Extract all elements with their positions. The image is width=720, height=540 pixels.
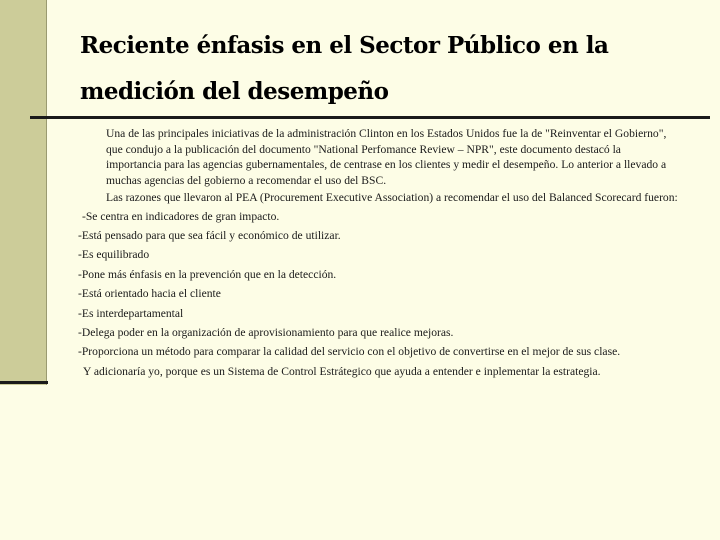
reason-item: -Es interdepartamental [78,306,184,320]
title-divider [30,116,710,119]
side-bar-underline [0,381,48,384]
reason-item: -Pone más énfasis en la prevención que en la detección. [78,267,337,281]
slide-title: Reciente énfasis en el Sector Público en la medición del desempeño [80,32,609,106]
reason-item: -Está orientado hacia el cliente [78,287,221,301]
reasons-intro: Las razones que llevaron al PEA (Procurement Executive Association) a recomendar el uso del Balanced Scorecard fueron: [106,191,678,204]
reason-item: -Es equilibrado [78,248,150,262]
slide-body [78,126,678,381]
intro-paragraph: Una de las principales iniciativas de la administración Clinton en los Estados Unidos fue la de "Reinventar el Gobierno", que condujo a la publicación del documento "National Perfomance Review – NPR", este documento destacó la importancia para las agencias gubernamentales, de centrase en los clientes y medir el desempeño. Lo anterior a llevado a muchas agencias del gobierno a recomendar el uso del BSC. [106,127,667,187]
decorative-side-bar [0,0,47,385]
reason-item: -Delega poder en la organización de aprovisionamiento para que realice mejoras. [78,325,454,339]
reason-item: -Se centra en indicadores de gran impacto. [82,209,280,223]
reason-item: -Está pensado para que sea fácil y económico de utilizar. [78,228,341,242]
closing-statement: Y adicionaría yo, porque es un Sistema de Control Estrátegico que ayuda a entender e inplementar la estrategia. [83,364,601,378]
reason-item: -Proporciona un método para comparar la calidad del servicio con el objetivo de convertirse en el mejor de sus clase. [78,345,621,359]
